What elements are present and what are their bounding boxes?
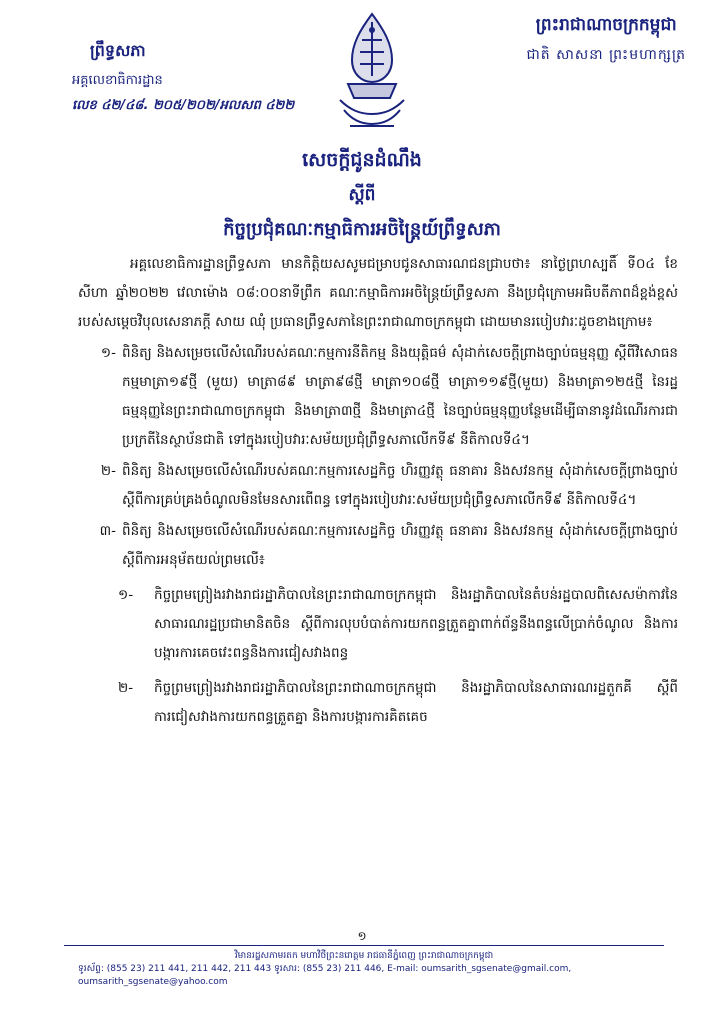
national-motto: ជាតិ សាសនា ព្រះមហាក្សត្រ: [526, 47, 686, 63]
agenda-item: [78, 517, 678, 575]
reference-number: លេខ ៤២/៤៨. ២០៥/២០២/អលសព ៤២២: [72, 98, 295, 113]
title-line-2: ស្ដីពី: [348, 185, 376, 205]
page-number: ១: [357, 929, 367, 943]
department-name: អគ្គលេខាធិការដ្ឋាន: [72, 73, 163, 88]
footer-divider: [64, 945, 664, 946]
subitem-text: កិច្ចព្រមព្រៀងរវាងរាជរដ្ឋាភិបាលនៃព្រះរាជាណាចក្រកម្ពុជា និងរដ្ឋាភិបាលនៃតំបន់រដ្ឋបាលពិសេសម៉ាកាវនៃសាធារណរដ្ឋប្រជាមានិតចិន ស្ដីពីការលុបបំបាត់ការយកពន្ធត្រួតគ្នាពាក់ព័ន្ធនឹងពន្ធលើប្រាក់ចំណូល និងការបង្ការការគេចវេះពន្ធនិងការជៀសវាងពន្ធ: [154, 587, 678, 661]
footer-address: វិមានរដ្ឋសភាមរតក មហាវិថីព្រះនរោត្តម រាជធានីភ្នំពេញ ព្រះរាជាណាចក្រកម្ពុជា: [234, 951, 494, 961]
notice-body: [78, 250, 678, 732]
kingdom-name: ព្រះរាជាណាចក្រកម្ពុជា: [535, 15, 677, 35]
subitem-number: ១-: [118, 587, 134, 603]
footer: [64, 950, 664, 989]
kingdom-header: [526, 14, 686, 66]
agenda-number: ៣-: [99, 523, 116, 539]
subitem-text: កិច្ចព្រមព្រៀងរវាងរាជរដ្ឋាភិបាលនៃព្រះរាជាណាចក្រកម្ពុជា និងរដ្ឋាភិបាលនៃសាធារណរដ្ឋតួកគី ស្ដីពីការជៀសវាងការយកពន្ធត្រួតគ្នា និងការបង្ការការគិតគេច: [154, 680, 678, 725]
institution-block: [72, 40, 312, 116]
footer-contact: ទូរស័ព្ទ: (855 23) 211 441, 211 442, 211 443 ទូរសារ: (855 23) 211 446, E-mail: oumsarith_sgsenate@gmail.com, oumsarith_sgsenate@yahoo.com: [78, 964, 572, 987]
senate-emblem-icon: [330, 10, 414, 134]
agenda-subitem: [118, 581, 678, 668]
agenda-item: [78, 339, 678, 455]
title-line-1: សេចក្ដីជូនដំណឹង: [302, 149, 422, 171]
agenda-number: ២-: [100, 463, 116, 479]
institution-name: ព្រឹទ្ធសភា: [90, 41, 146, 60]
subitem-number: ២-: [118, 680, 134, 696]
agenda-text: ពិនិត្យ និងសម្រេចលើសំណើរបស់គណៈកម្មការសេដ្ឋកិច្ច ហិរញ្ញវត្ថុ ធនាគារ និងសវនកម្ម សុំដាក់សេចក្ដីព្រាងច្បាប់ ស្ដីពីការអនុម័តយល់ព្រមលើ៖: [122, 523, 678, 568]
agenda-number: ១-: [100, 345, 116, 361]
agenda-item: [78, 457, 678, 515]
agenda-text: ពិនិត្យ និងសម្រេចលើសំណើរបស់គណៈកម្មការសេដ្ឋកិច្ច ហិរញ្ញវត្ថុ ធនាគារ និងសវនកម្ម សុំដាក់សេចក្ដីព្រាងច្បាប់ ស្ដីពីការគ្រប់គ្រងចំណូលមិនមែនសារពើពន្ធ ទៅក្នុងរបៀបវារៈសម័យប្រជុំព្រឹទ្ធសភាលើកទី៩ នីតិកាលទី៤។: [122, 463, 678, 508]
agenda-subitem: [118, 674, 678, 732]
notice-title: [0, 148, 724, 244]
title-line-3: កិច្ចប្រជុំគណៈកម្មាធិការអចិន្ត្រៃយ៍ព្រឹទ្ធសភា: [223, 219, 501, 240]
intro-paragraph: អគ្គលេខាធិការដ្ឋានព្រឹទ្ធសភា មានកិត្តិយសសូមជម្រាបជូនសាធារណជនជ្រាបថា៖ នាថ្ងៃព្រហស្បតិ៍ ទី០៤ ខែសីហា ឆ្នាំ២០២២ វេលាម៉ោង ០៨:០០នាទីព្រឹក គណៈកម្មាធិការអចិន្ត្រៃយ៍ព្រឹទ្ធសភា នឹងប្រជុំក្រោមអធិបតីភាពដ៏ខ្ពង់ខ្ពស់របស់សម្ដេចវិបុលសេនាភក្ដី សាយ ឈុំ ប្រធានព្រឹទ្ធសភានៃព្រះរាជាណាចក្រកម្ពុជា ដោយមានរបៀបវារៈដូចខាងក្រោម៖: [78, 256, 678, 330]
agenda-text: ពិនិត្យ និងសម្រេចលើសំណើរបស់គណៈកម្មការនីតិកម្ម និងយុត្តិធម៌ សុំដាក់សេចក្ដីព្រាងច្បាប់ធម្មនុញ្ញ ស្ដីពីវិសោធនកម្មមាត្រា១៩ថ្មី (មួយ) មាត្រា៨៩ មាត្រា៩៨ថ្មី មាត្រា១០៨ថ្មី មាត្រា១១៩ថ្មី(មួយ) និងមាត្រា១២៥ថ្មី នៃរដ្ឋធម្មនុញ្ញនៃព្រះរាជាណាចក្រកម្ពុជា និងមាត្រា៣ថ្មី និងមាត្រា៤ថ្មី នៃច្បាប់ធម្មនុញ្ញបន្ថែមដើម្បីធានានូវដំណើរការជាប្រក្រតីនៃស្ថាប័នជាតិ ទៅក្នុងរបៀបវារៈសម័យប្រជុំព្រឹទ្ធសភាលើកទី៩ នីតិកាលទី៤។: [122, 345, 678, 448]
